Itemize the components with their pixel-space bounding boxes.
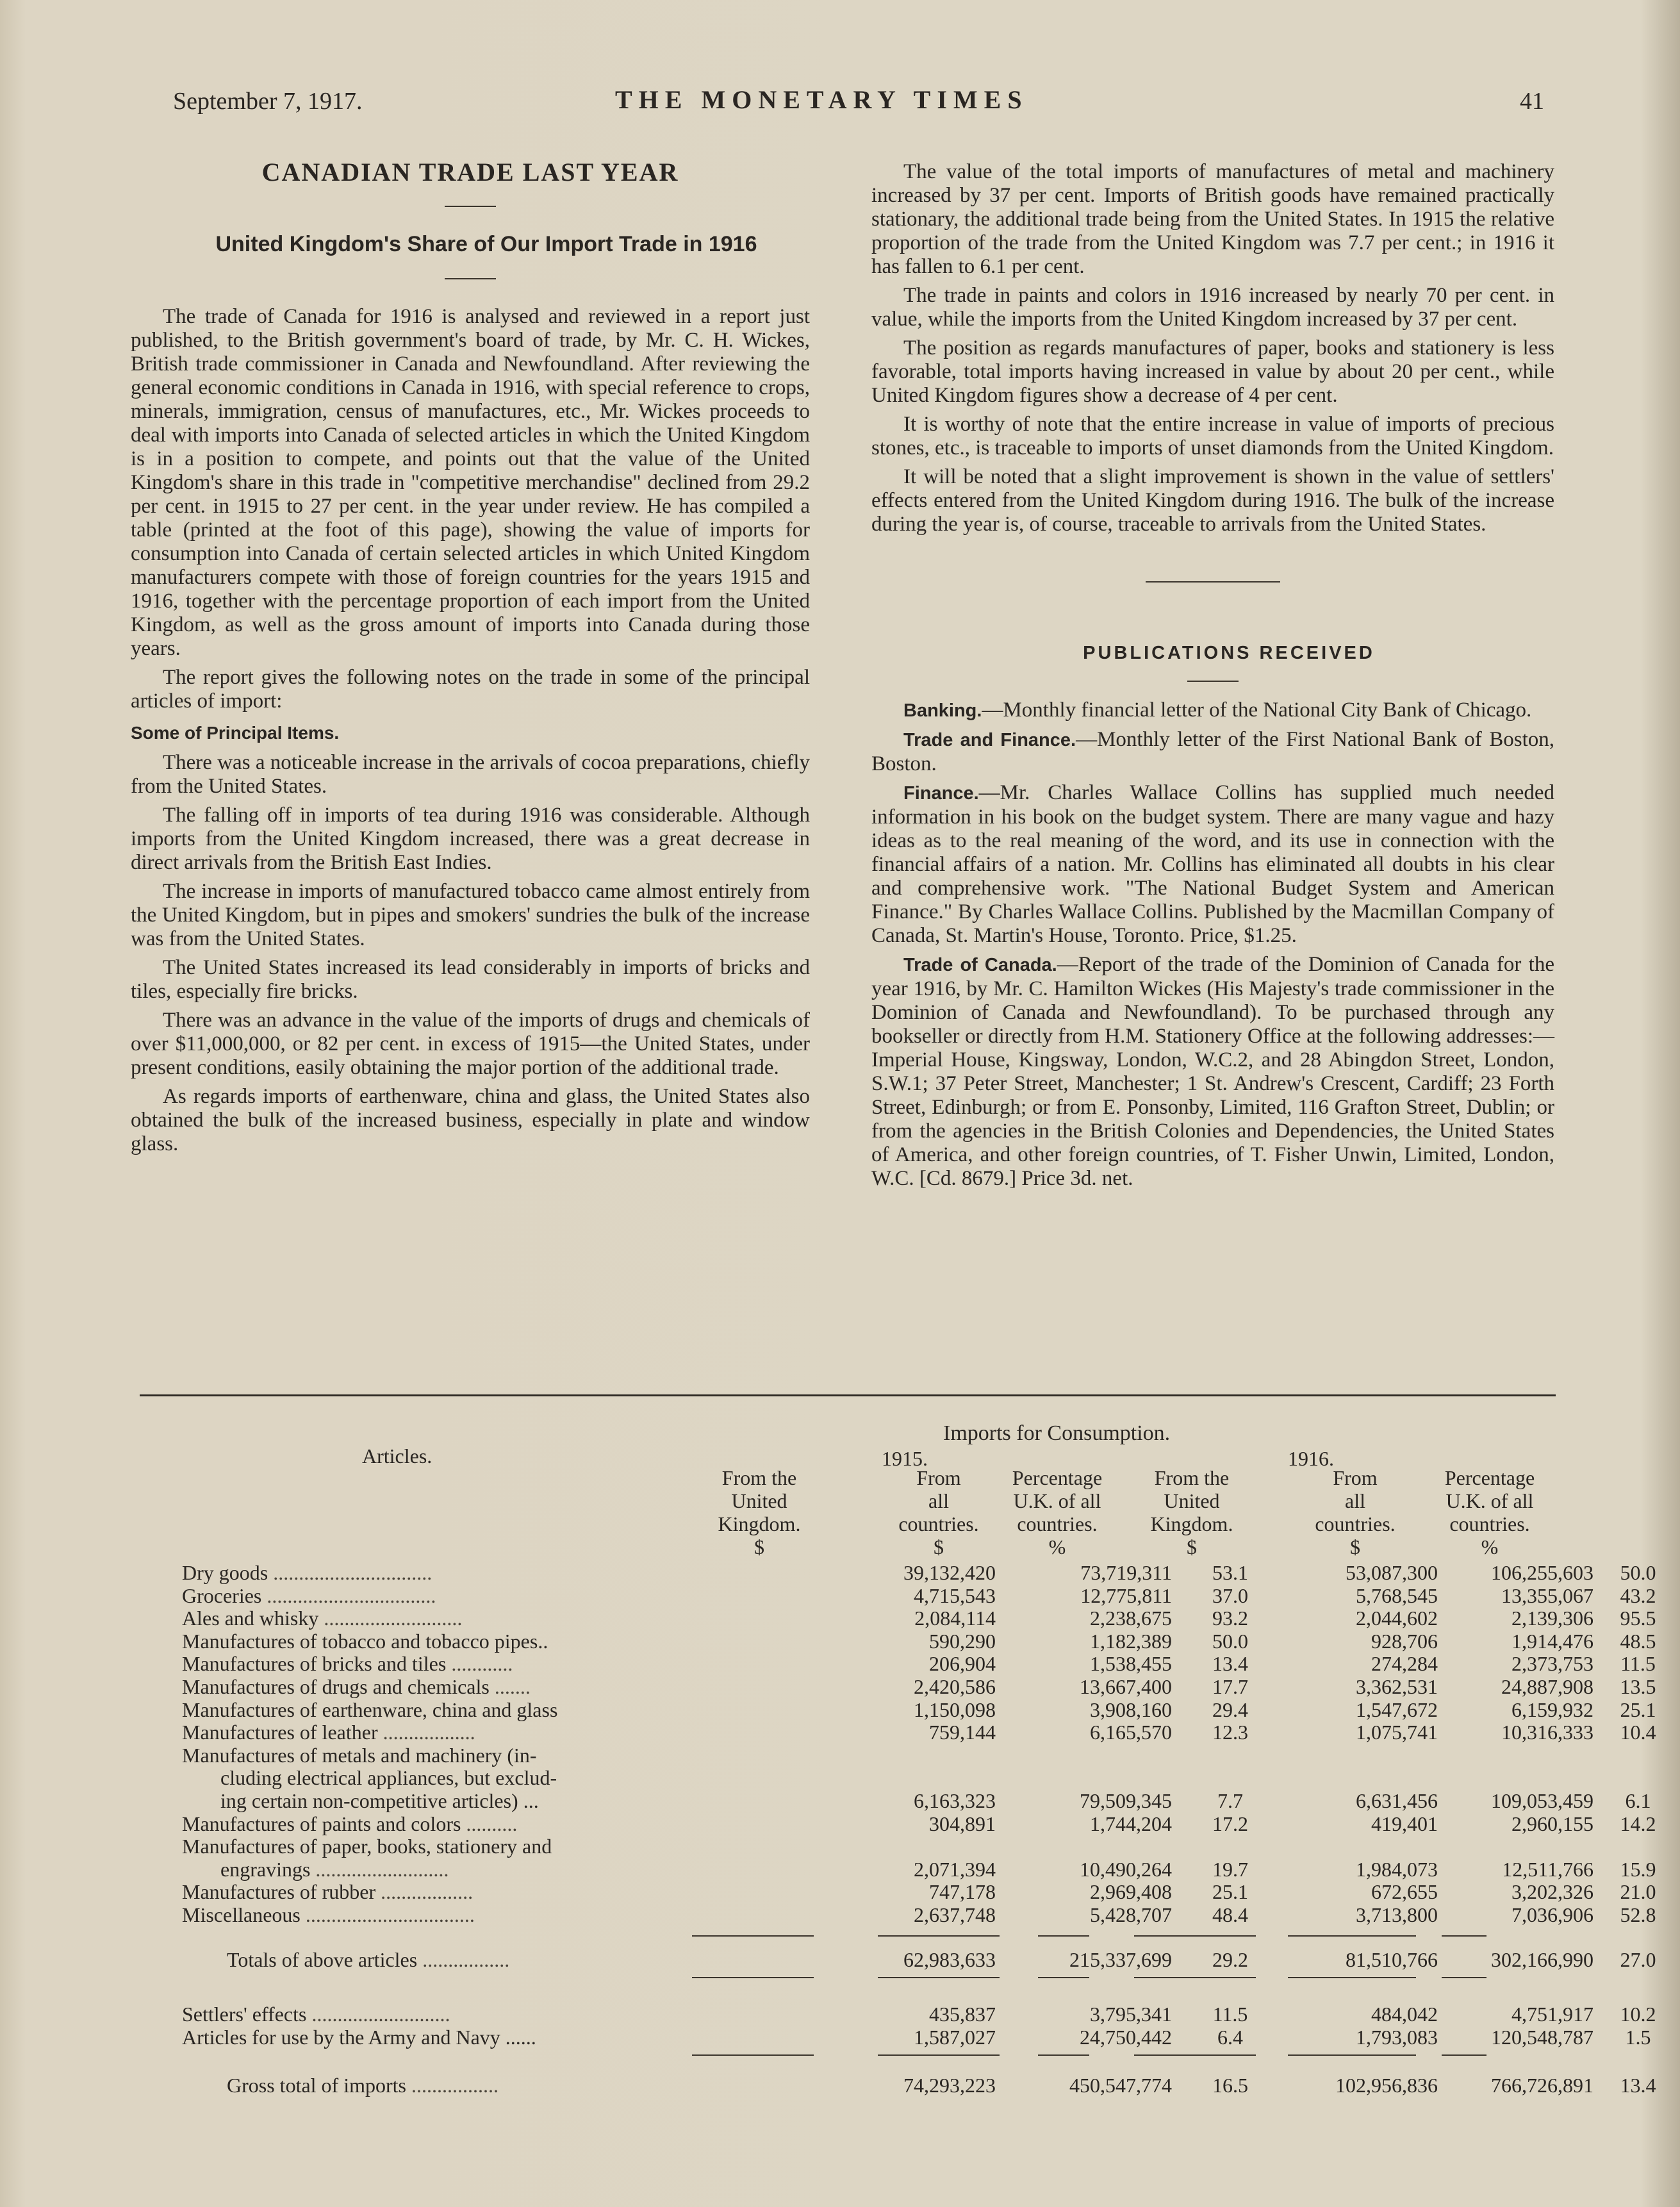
sum-rule: [1038, 2054, 1089, 2056]
cell-value: 672,655: [1371, 1880, 1438, 1904]
column-header: From the United Kingdom. $: [1150, 1466, 1233, 1558]
sum-rule: [1038, 1977, 1089, 1978]
publication-text: —Monthly letter of the First National Bank of Boston, Boston.: [871, 728, 1555, 775]
cell-value: 10,490,264: [1080, 1857, 1172, 1881]
cell-value: 206,904: [929, 1652, 996, 1676]
publication-entry: [871, 781, 1554, 948]
cell-value: 2,969,408: [1090, 1880, 1172, 1904]
sum-rule: [1442, 2054, 1486, 2056]
cell-value: 53,087,300: [1346, 1561, 1438, 1584]
row-label: Manufactures of leather ..................: [182, 1721, 475, 1744]
cell-value: 1,587,027: [914, 2025, 996, 2049]
row-label: Manufactures of paper, books, stationery and: [182, 1835, 552, 1858]
cell-value: 24,887,908: [1501, 1675, 1594, 1698]
cell-value: 39,132,420: [903, 1561, 996, 1584]
sum-rule: [1134, 1977, 1256, 1978]
article-subtitle: United Kingdom's Share of Our Import Trade in 1916: [215, 232, 757, 256]
sum-rule: [1288, 2054, 1416, 2056]
table-row: [182, 1947, 1656, 1971]
cell-value: 759,144: [929, 1721, 996, 1744]
cell-value: 12.3: [1212, 1721, 1248, 1744]
articles-header: Articles.: [362, 1444, 432, 1467]
cell-value: 74,293,223: [903, 2074, 996, 2097]
title-divider: [445, 206, 496, 207]
left-column: [131, 160, 810, 1161]
row-label: Groceries .................................: [182, 1583, 436, 1607]
item-paragraph: There was an advance in the value of the imports of drugs and chemicals of over $11,000,000, or 82 per cent. in excess of 1915—the United States, under present conditions, easily obtaining the major portion of the additional trade.: [131, 1009, 810, 1079]
cell-value: 13.4: [1620, 2074, 1656, 2097]
cell-value: 3,713,800: [1356, 1903, 1438, 1926]
row-label: Settlers' effects ...........................: [182, 2003, 450, 2026]
dot-leader: .................................: [261, 1583, 436, 1607]
cell-value: 5,768,545: [1356, 1583, 1438, 1607]
cell-value: 1,547,672: [1356, 1698, 1438, 1721]
cell-value: 11.5: [1212, 2003, 1248, 2026]
dot-leader: ............: [446, 1652, 513, 1676]
cell-value: 7.7: [1217, 1789, 1243, 1812]
cell-value: 2,084,114: [914, 1607, 996, 1630]
cell-value: 1.5: [1625, 2025, 1651, 2049]
cell-value: 2,238,675: [1090, 1607, 1172, 1630]
item-paragraph: It will be noted that a slight improvement is shown in the value of settlers' effects entered from the United Kingdom during 1916. The bulk of the increase during the year is, of course, traceable to arrivals from the United States.: [871, 465, 1554, 536]
sum-rule: [692, 1935, 814, 1937]
cell-value: 5,428,707: [1090, 1903, 1172, 1926]
cell-value: 928,706: [1371, 1629, 1438, 1653]
publication-lead: Trade and Finance.: [903, 730, 1076, 750]
cell-value: 484,042: [1371, 2003, 1438, 2026]
page-number: 41: [1520, 88, 1544, 115]
row-label: Manufactures of earthenware, china and glass: [182, 1698, 558, 1721]
cell-value: 79,509,345: [1080, 1789, 1172, 1812]
cell-value: 1,984,073: [1356, 1857, 1438, 1881]
table-row: [182, 1698, 1656, 1721]
cell-value: 106,255,603: [1491, 1561, 1594, 1584]
cell-value: 13.4: [1212, 1652, 1248, 1676]
dot-leader: .......: [489, 1675, 531, 1698]
cell-value: 1,793,083: [1356, 2025, 1438, 2049]
running-head: [173, 82, 1544, 120]
table-row: [182, 1675, 1656, 1698]
table-row: [182, 1812, 1656, 1835]
cell-value: 10.4: [1620, 1721, 1656, 1744]
item-paragraph: There was a noticeable increase in the arrivals of cocoa preparations, chiefly from the United States.: [131, 751, 810, 798]
column-header: From all countries. $: [1315, 1466, 1396, 1558]
table-row: [182, 1880, 1656, 1904]
cell-value: 1,150,098: [914, 1698, 996, 1721]
cell-value: 25.1: [1212, 1880, 1248, 1904]
dot-leader: .................................: [300, 1903, 475, 1926]
row-label: Manufactures of metals and machinery (in-: [182, 1743, 537, 1767]
table-row: [182, 1607, 1656, 1630]
cell-value: 4,751,917: [1511, 2003, 1594, 2026]
section-heading: Some of Principal Items.: [131, 723, 340, 743]
cell-value: 6,165,570: [1090, 1721, 1172, 1744]
row-label: ing certain non-competitive articles) ...: [220, 1789, 539, 1812]
cell-value: 12,511,766: [1502, 1857, 1594, 1881]
cell-value: 52.8: [1620, 1903, 1656, 1926]
sum-rule: [1442, 1977, 1486, 1978]
cell-value: 95.5: [1620, 1607, 1656, 1630]
intro-paragraph: The report gives the following notes on the trade in some of the principal articles of import:: [131, 666, 810, 713]
row-label: cluding electrical appliances, but exclud-: [220, 1766, 557, 1790]
cell-value: 1,075,741: [1356, 1721, 1438, 1744]
cell-value: 27.0: [1620, 1947, 1656, 1971]
sum-rule: [1134, 2054, 1256, 2056]
subtitle-divider: [445, 278, 496, 279]
cell-value: 1,914,476: [1511, 1629, 1594, 1653]
publications-heading: PUBLICATIONS RECEIVED: [1083, 643, 1375, 663]
cell-value: 53.1: [1212, 1561, 1248, 1584]
cell-value: 48.4: [1212, 1903, 1248, 1926]
row-label: Miscellaneous .................................: [182, 1903, 475, 1926]
cell-value: 450,547,774: [1069, 2074, 1172, 2097]
cell-value: 43.2: [1620, 1583, 1656, 1607]
publication-entry: [871, 698, 1554, 723]
cell-value: 6.4: [1217, 2025, 1243, 2049]
cell-value: 2,071,394: [914, 1857, 996, 1881]
cell-value: 1,182,389: [1090, 1629, 1172, 1653]
section-divider: [1146, 581, 1280, 583]
cell-value: 13,355,067: [1501, 1583, 1594, 1607]
sum-rule: [1288, 1977, 1416, 1978]
cell-value: 3,202,326: [1511, 1880, 1594, 1904]
cell-value: 3,908,160: [1090, 1698, 1172, 1721]
dot-leader: ...............................: [268, 1561, 432, 1584]
row-label: Ales and whisky ...........................: [182, 1607, 463, 1630]
cell-value: 747,178: [929, 1880, 996, 1904]
cell-value: 29.2: [1212, 1947, 1248, 1971]
column-header: From the United Kingdom. $: [718, 1466, 801, 1558]
dot-leader: ...........................: [306, 2003, 450, 2026]
issue-date: September 7, 1917.: [173, 88, 363, 115]
cell-value: 17.2: [1212, 1812, 1248, 1835]
cell-value: 6,163,323: [914, 1789, 996, 1812]
cell-value: 10,316,333: [1501, 1721, 1594, 1744]
row-label: engravings ..........................: [220, 1857, 449, 1881]
cell-value: 2,373,753: [1511, 1652, 1594, 1676]
item-paragraph: The value of the total imports of manufactures of metal and machinery increased by 37 per cent. Imports of British goods have remained practically stationary, the additional trade being from the United States. In 1915 the relative proportion of the trade from the United Kingdom was 7.7 per cent.; in 1916 it has fallen to 6.1 per cent.: [871, 160, 1554, 278]
row-label: Manufactures of tobacco and tobacco pipes..: [182, 1629, 548, 1653]
item-paragraph: The falling off in imports of tea during 1916 was considerable. Although imports from the United Kingdom increased, there was a great decrease in direct arrivals from the British East Indies.: [131, 804, 810, 874]
cell-value: 120,548,787: [1491, 2025, 1594, 2049]
column-header: Percentage U.K. of all countries. %: [1012, 1466, 1103, 1558]
row-label: Articles for use by the Army and Navy ......: [182, 2025, 536, 2049]
cell-value: 6,159,932: [1511, 1698, 1594, 1721]
sum-rule: [1288, 1935, 1416, 1937]
row-label: Manufactures of rubber ..................: [182, 1880, 474, 1904]
cell-value: 419,401: [1371, 1812, 1438, 1835]
cell-value: 3,362,531: [1356, 1675, 1438, 1698]
table-title: Imports for Consumption.: [943, 1421, 1171, 1445]
table-row: [182, 1857, 1656, 1881]
table-row: [182, 1903, 1656, 1926]
sum-rule: [692, 1977, 814, 1978]
cell-value: 16.5: [1212, 2074, 1248, 2097]
cell-value: 274,284: [1371, 1652, 1438, 1676]
intro-paragraph: The trade of Canada for 1916 is analysed and reviewed in a report just published, to the British government's board of trade, by Mr. C. H. Wickes, British trade commissioner in Canada and Newfoundland. After reviewing the general economic conditions in Canada in 1916, with special reference to crops, minerals, immigration, census of manufactures, etc., Mr. Wickes proceeds to deal with imports into Canada of selected articles in which the United Kingdom is in a position to compete, and points out that the value of the United Kingdom's share in this trade in "competitive merchandise" declined from 29.2 per cent. in 1915 to 27 per cent. in the year under review. He has compiled a table (printed at the foot of this page), showing the value of imports for consumption into Canada of certain selected articles in which United Kingdom manufacturers compete with those of foreign countries for the years 1915 and 1916, together with the percentage proportion of each import from the United Kingdom, as well as the gross amount of imports into Canada during those years.: [131, 305, 810, 660]
cell-value: 6,631,456: [1356, 1789, 1438, 1812]
article-title: CANADIAN TRADE LAST YEAR: [261, 158, 679, 186]
cell-value: 2,044,602: [1356, 1607, 1438, 1630]
cell-value: 73,719,311: [1080, 1561, 1172, 1584]
row-label: Manufactures of drugs and chemicals .......: [182, 1675, 531, 1698]
dot-leader: ..........................: [310, 1857, 449, 1881]
publication-entry: [871, 728, 1554, 776]
cell-value: 7,036,906: [1511, 1903, 1594, 1926]
column-header: From all countries. $: [898, 1466, 979, 1558]
publication-lead: Trade of Canada.: [903, 955, 1057, 975]
row-label: Manufactures of paints and colors ..........: [182, 1812, 518, 1835]
cell-value: 50.0: [1212, 1629, 1248, 1653]
table-row: [182, 1652, 1656, 1676]
cell-value: 102,956,836: [1335, 2074, 1438, 2097]
item-paragraph: The increase in imports of manufactured tobacco came almost entirely from the United Kingdom, but in pipes and smokers' sundries the bulk of the increase was from the United States.: [131, 880, 810, 950]
row-label: Gross total of imports .................: [227, 2074, 498, 2097]
column-header: Percentage U.K. of all countries. %: [1444, 1466, 1535, 1558]
table-top-rule: [140, 1394, 1556, 1396]
cell-value: 21.0: [1620, 1880, 1656, 1904]
table-row: [182, 1766, 1553, 1789]
publication-text: —Mr. Charles Wallace Collins has supplied much needed information in his book on the budget system. There are many vague and hazy ideas as to the real meaning of the word, and its use in connection with the financial affairs of a nation. Mr. Collins has eliminated all doubts in his clear and comprehensive work. "The National Budget System and American Finance." By Charles Wallace Collins. Published by the Macmillan Company of Canada, St. Martin's House, Toronto. Price, $1.25.: [871, 781, 1554, 947]
cell-value: 17.7: [1212, 1675, 1248, 1698]
cell-value: 1,538,455: [1090, 1652, 1172, 1676]
cell-value: 24,750,442: [1080, 2025, 1172, 2049]
table-row: [182, 1789, 1651, 1812]
right-column: [871, 160, 1554, 1196]
table-row: [182, 1583, 1656, 1607]
cell-value: 10.2: [1620, 2003, 1656, 2026]
sum-rule: [1134, 1935, 1256, 1937]
cell-value: 3,795,341: [1090, 2003, 1172, 2026]
publication-lead: Finance.: [903, 783, 979, 804]
cell-value: 25.1: [1620, 1698, 1656, 1721]
cell-value: 1,744,204: [1090, 1812, 1172, 1835]
cell-value: 766,726,891: [1491, 2074, 1594, 2097]
item-paragraph: The United States increased its lead considerably in imports of bricks and tiles, especially fire bricks.: [131, 956, 810, 1003]
table-row: [182, 2025, 1651, 2049]
row-label: Dry goods ...............................: [182, 1561, 432, 1584]
cell-value: 50.0: [1620, 1561, 1656, 1584]
cell-value: 11.5: [1620, 1652, 1656, 1676]
cell-value: 48.5: [1620, 1629, 1656, 1653]
table-row: [182, 1744, 1553, 1767]
cell-value: 2,960,155: [1511, 1812, 1594, 1835]
sum-rule: [878, 1977, 1000, 1978]
cell-value: 29.4: [1212, 1698, 1248, 1721]
item-paragraph: As regards imports of earthenware, china and glass, the United States also obtained the bulk of the increased business, especially in plate and window glass.: [131, 1085, 810, 1155]
cell-value: 13,667,400: [1080, 1675, 1172, 1698]
cell-value: 2,420,586: [914, 1675, 996, 1698]
publication-text: —Monthly financial letter of the National City Bank of Chicago.: [982, 698, 1532, 722]
publications-divider: [1187, 681, 1239, 682]
cell-value: 81,510,766: [1346, 1947, 1438, 1971]
sum-rule: [1442, 1935, 1486, 1937]
publication-entry: [871, 953, 1554, 1191]
table-row: [182, 1835, 1553, 1858]
sum-rule: [1038, 1935, 1089, 1937]
dot-leader: ..........: [461, 1812, 518, 1835]
cell-value: 13.5: [1620, 1675, 1656, 1698]
item-paragraph: The trade in paints and colors in 1916 increased by nearly 70 per cent. in value, while the imports from the United Kingdom increased by 37 per cent.: [871, 284, 1554, 331]
cell-value: 109,053,459: [1491, 1789, 1594, 1812]
journal-title: THE MONETARY TIMES: [615, 85, 1028, 114]
table-row: [182, 2074, 1656, 2097]
cell-value: 93.2: [1212, 1607, 1248, 1630]
cell-value: 4,715,543: [914, 1583, 996, 1607]
publication-lead: Banking.: [903, 700, 982, 721]
cell-value: 6.1: [1625, 1789, 1651, 1812]
cell-value: 435,837: [929, 2003, 996, 2026]
row-label: Totals of above articles .................: [227, 1947, 510, 1971]
dot-leader: ..................: [377, 1721, 475, 1744]
cell-value: 14.2: [1620, 1812, 1656, 1835]
row-label: Manufactures of bricks and tiles ............: [182, 1652, 513, 1676]
year-1915: 1915.: [882, 1447, 928, 1470]
item-paragraph: It is worthy of note that the entire increase in value of imports of precious stones, etc., is traceable to imports of unset diamonds from the United Kingdom.: [871, 413, 1554, 459]
table-row: [182, 1561, 1656, 1584]
sum-rule: [878, 2054, 1000, 2056]
dot-leader: .................: [406, 2074, 498, 2097]
dot-leader: ...........................: [318, 1607, 463, 1630]
cell-value: 2,139,306: [1511, 1607, 1594, 1630]
cell-value: 62,983,633: [903, 1947, 996, 1971]
dot-leader: ..................: [375, 1880, 474, 1904]
dot-leader: .................: [417, 1947, 510, 1971]
publication-text: —Report of the trade of the Dominion of Canada for the year 1916, by Mr. C. Hamilton Wickes (His Majesty's trade commissioner in the Dominion of Canada and Newfoundland). To be purchased through any bookseller or directly from H.M. Stationery Office at the following addresses:—Imperial House, Kingsway, London, W.C.2, and 28 Abingdon Street, London, S.W.1; 37 Peter Street, Manchester; 1 St. Andrew's Crescent, Cardiff; 23 Forth Street, Edinburgh; or from E. Ponsonby, Limited, 116 Grafton Street, Dublin; or from the agencies in the British Colonies and Dependencies, the United States of America, and other foreign countries, of T. Fisher Unwin, Limited, London, W.C. [Cd. 8679.] Price 3d. net.: [871, 953, 1554, 1190]
cell-value: 2,637,748: [914, 1903, 996, 1926]
year-1916: 1916.: [1288, 1447, 1334, 1470]
cell-value: 15.9: [1620, 1857, 1656, 1881]
item-paragraph: The position as regards manufactures of paper, books and stationery is less favorable, total imports having increased in value by about 20 per cent., while United Kingdom figures show a decrease of 4 per cent.: [871, 336, 1554, 407]
cell-value: 304,891: [929, 1812, 996, 1835]
table-row: [182, 1629, 1656, 1653]
table-row: [182, 2003, 1656, 2026]
cell-value: 19.7: [1212, 1857, 1248, 1881]
cell-value: 302,166,990: [1491, 1947, 1594, 1971]
cell-value: 215,337,699: [1069, 1947, 1172, 1971]
cell-value: 12,775,811: [1080, 1583, 1172, 1607]
cell-value: 37.0: [1212, 1583, 1248, 1607]
sum-rule: [878, 1935, 1000, 1937]
cell-value: 590,290: [929, 1629, 996, 1653]
table-row: [182, 1721, 1656, 1744]
sum-rule: [692, 2054, 814, 2056]
